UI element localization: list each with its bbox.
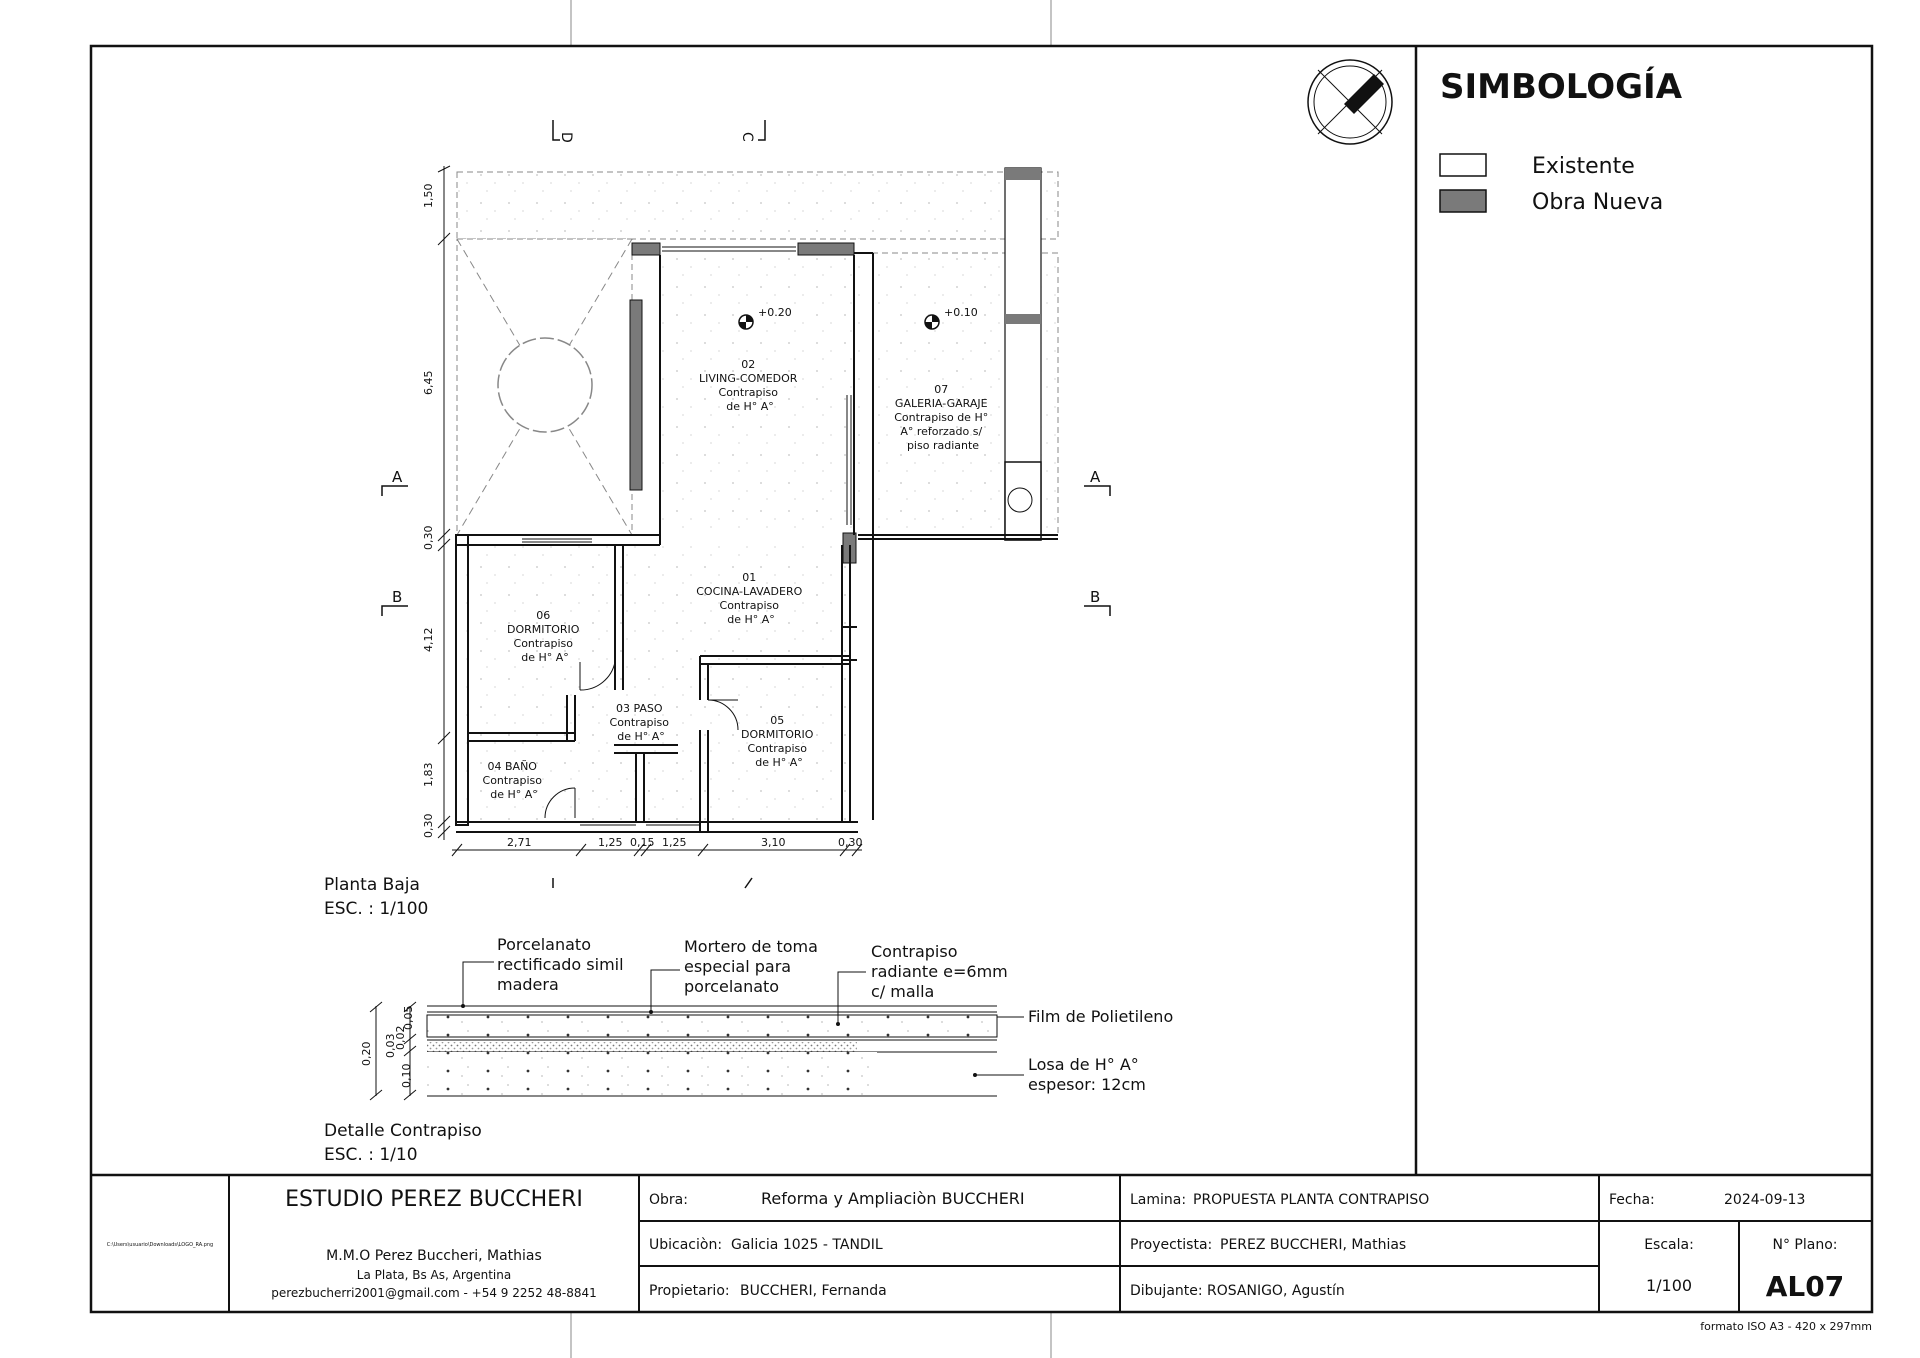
callout-contrapiso: Contrapiso radiante e=6mm c/ malla (871, 942, 1008, 1001)
format-note: formato ISO A3 - 420 x 297mm (1700, 1320, 1872, 1333)
studio-contact: perezbucherri2001@gmail.com - +54 9 2252 48-8841 (271, 1286, 597, 1300)
svg-text:Proyectista:: Proyectista: (1130, 1237, 1213, 1253)
svg-text:0,10: 0,10 (400, 1063, 413, 1088)
room-label-paso: 03 PASO Contrapiso de H° A° (609, 702, 669, 743)
detail-contrapiso (360, 935, 1173, 1100)
legend (1440, 66, 1683, 215)
svg-text:0,02: 0,02 (394, 1025, 407, 1050)
studio-city: La Plata, Bs As, Argentina (356, 1268, 512, 1282)
svg-text:+0.20: +0.20 (758, 306, 792, 319)
fecha-value: 2024-09-13 (1724, 1192, 1806, 1208)
room-label-bano: 04 BAÑO Contrapiso de H° A° (482, 760, 542, 801)
svg-text:0,30: 0,30 (422, 813, 435, 838)
svg-text:A: A (1090, 468, 1101, 486)
svg-text:Propietario:: Propietario: (649, 1283, 730, 1299)
room-label-cocina: 01 COCINA-LAVADERO Contrapiso de H° A° (696, 571, 803, 626)
dimension-vertical (438, 166, 450, 840)
lamina-value: PROPUESTA PLANTA CONTRAPISO (1193, 1192, 1430, 1208)
architect-name: M.M.O Perez Buccheri, Mathias (326, 1248, 542, 1264)
room-label-dormitorio-05: 05 DORMITORIO Contrapiso de H° A° (741, 714, 814, 769)
svg-text:1,83: 1,83 (422, 762, 435, 787)
legend-swatch-existente (1440, 154, 1486, 176)
svg-text:2,71: 2,71 (507, 836, 532, 849)
propietario-value: BUCCHERI, Fernanda (740, 1283, 887, 1299)
detail-caption-title: Detalle Contrapiso (324, 1121, 482, 1141)
legend-label-existente: Existente (1532, 154, 1635, 179)
legend-title: SIMBOLOGÍA (1440, 67, 1683, 107)
svg-text:Fecha:: Fecha: (1609, 1192, 1655, 1208)
svg-text:0,05: 0,05 (402, 1005, 415, 1030)
floor-plan (382, 120, 1110, 888)
svg-text:Dibujante:: Dibujante: (1130, 1283, 1203, 1299)
svg-text:3,10: 3,10 (761, 836, 786, 849)
tree-icon (498, 338, 592, 432)
svg-text:Escala:: Escala: (1644, 1237, 1694, 1253)
detail-caption-scale: ESC. : 1/10 (324, 1145, 418, 1165)
svg-text:4,12: 4,12 (422, 627, 435, 652)
svg-text:N° Plano:: N° Plano: (1772, 1237, 1838, 1253)
svg-text:0,15: 0,15 (630, 836, 655, 849)
escala-value: 1/100 (1645, 1276, 1693, 1295)
svg-text:A: A (392, 468, 403, 486)
room-label-living: 02 LIVING-COMEDOR Contrapiso de H° A° (699, 358, 798, 413)
legend-label-obra-nueva: Obra Nueva (1532, 190, 1664, 215)
studio-name: ESTUDIO PEREZ BUCCHERI (285, 1187, 583, 1212)
svg-text:1,25: 1,25 (598, 836, 623, 849)
north-arrow-icon (1308, 60, 1392, 144)
ubicacion-value: Galicia 1025 - TANDIL (731, 1237, 883, 1253)
svg-text:C: C (739, 132, 755, 142)
svg-text:B: B (1090, 588, 1101, 606)
svg-text:Lamina:: Lamina: (1130, 1192, 1187, 1208)
dibujante-value: ROSANIGO, Agustín (1207, 1283, 1345, 1299)
callout-losa: Losa de H° A° espesor: 12cm (1028, 1055, 1146, 1094)
room-label-galeria: 07 GALERIA-GARAJE Contrapiso de H° A° reforzado s/ piso radiante (894, 383, 989, 452)
callout-film: Film de Polietileno (1028, 1007, 1174, 1026)
svg-text:+0.10: +0.10 (944, 306, 978, 319)
plan-caption-scale: ESC. : 1/100 (324, 899, 429, 919)
logo-file-path: C:\Users\usuario\Downloads\LOGO_RA.png (106, 1242, 214, 1248)
svg-text:0,30: 0,30 (422, 525, 435, 550)
svg-text:1,25: 1,25 (662, 836, 687, 849)
svg-text:Ubicaciòn:: Ubicaciòn: (649, 1237, 723, 1253)
proyectista-value: PEREZ BUCCHERI, Mathias (1220, 1237, 1407, 1253)
obra-value: Reforma y Ampliaciòn BUCCHERI (761, 1189, 1025, 1208)
callout-mortero: Mortero de toma especial para porcelanato (684, 937, 818, 996)
callout-porcelanato: Porcelanato rectificado simil madera (497, 935, 624, 994)
svg-text:D: D (558, 132, 574, 143)
svg-text:0,03: 0,03 (384, 1033, 397, 1058)
svg-text:Obra:: Obra: (649, 1192, 688, 1208)
plan-caption-title: Planta Baja (324, 875, 420, 895)
svg-text:1,50: 1,50 (422, 183, 435, 208)
room-label-dormitorio-06: 06 DORMITORIO Contrapiso de H° A° (507, 609, 580, 664)
legend-swatch-obra-nueva (1440, 190, 1486, 212)
svg-text:0,20: 0,20 (360, 1041, 373, 1066)
svg-text:B: B (392, 588, 403, 606)
svg-text:0,30: 0,30 (838, 836, 863, 849)
svg-text:6,45: 6,45 (422, 370, 435, 395)
plano-value: AL07 (1765, 1270, 1845, 1303)
